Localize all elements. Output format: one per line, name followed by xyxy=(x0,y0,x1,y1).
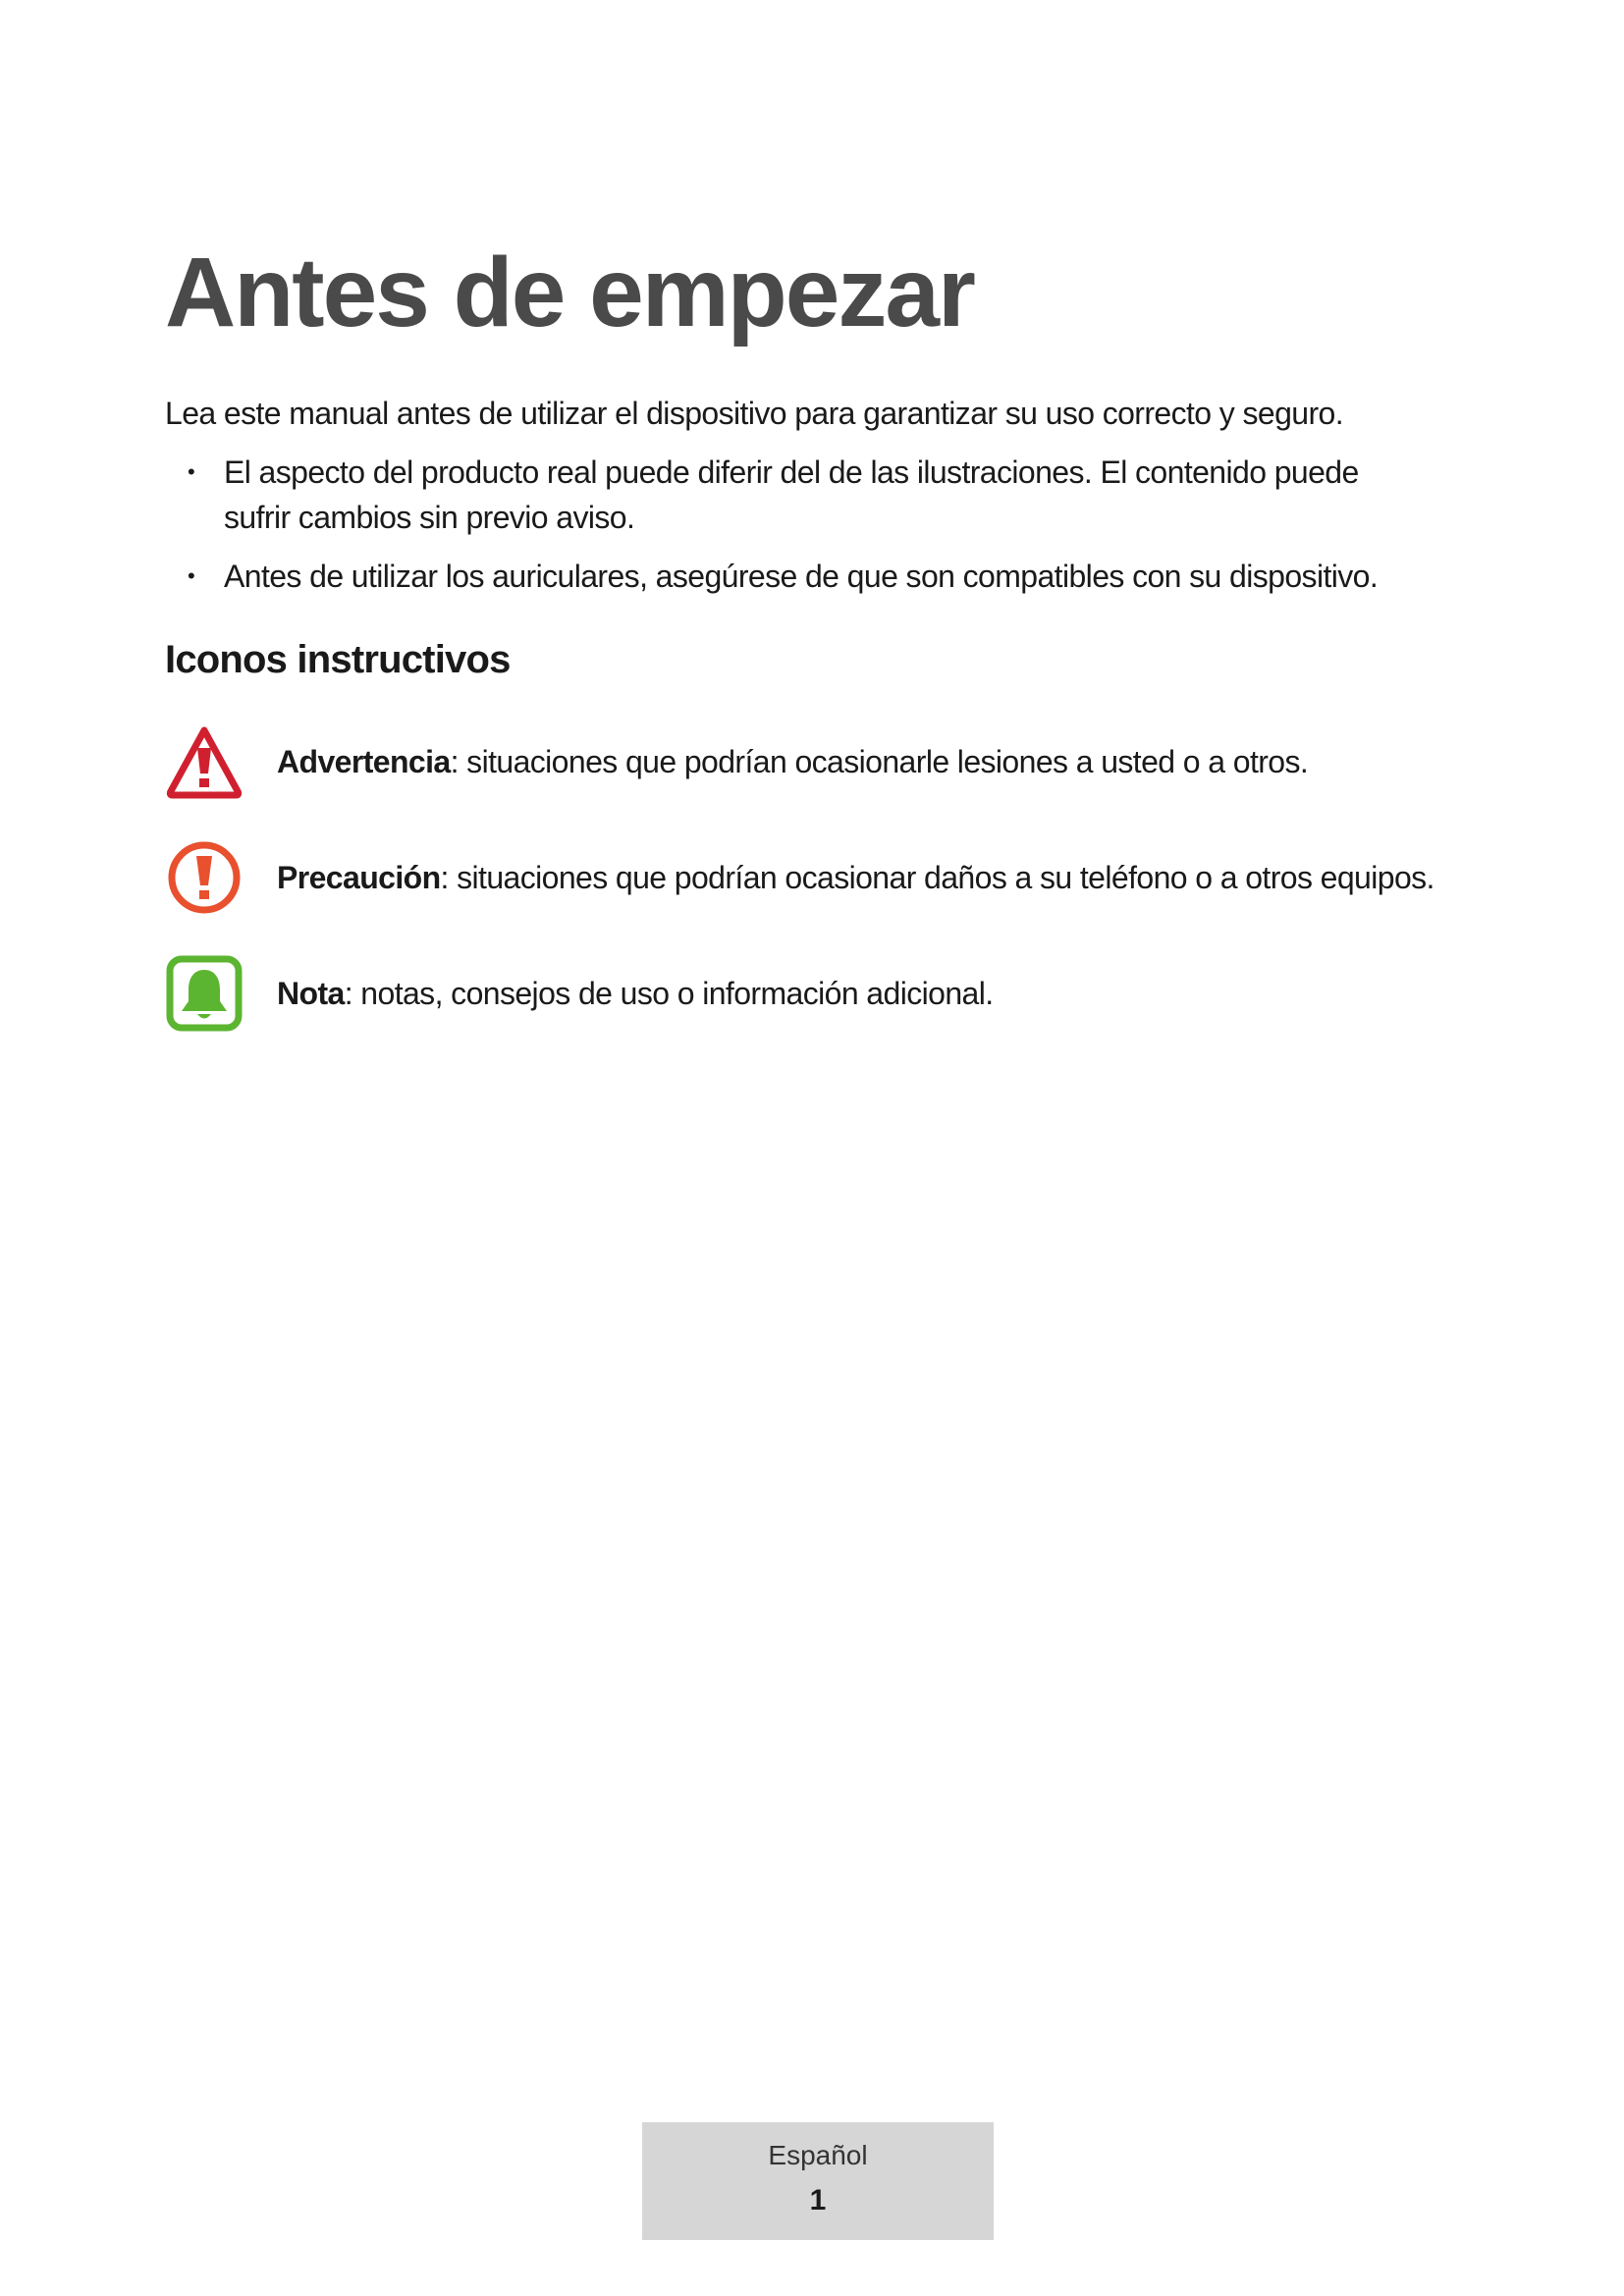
caution-row xyxy=(165,838,1481,917)
bullet-list xyxy=(165,450,1481,613)
intro-paragraph: Lea este manual antes de utilizar el dispositivo para garantizar su uso correcto y seguro. xyxy=(165,396,1344,431)
caution-text: : situaciones que podrían ocasionar daños a su teléfono o a otros equipos. xyxy=(440,860,1435,895)
bullet-marker: • xyxy=(188,459,195,484)
warning-row xyxy=(165,722,1481,801)
page-title: Antes de empezar xyxy=(165,238,974,347)
caution-description xyxy=(277,838,1435,917)
note-description xyxy=(277,954,994,1033)
note-bell-icon xyxy=(165,954,244,1033)
bullet-item xyxy=(165,554,1481,599)
section-heading: Iconos instructivos xyxy=(165,638,511,681)
note-text: : notas, consejos de uso o información adicional. xyxy=(344,976,994,1011)
footer-language: Español xyxy=(768,2140,868,2170)
bullet-text-line: Antes de utilizar los auriculares, asegúrese de que son compatibles con su dispositivo. xyxy=(224,559,1379,594)
warning-text: : situaciones que podrían ocasionarle lesiones a usted o a otros. xyxy=(450,744,1309,779)
note-term: Nota xyxy=(277,976,345,1011)
warning-term: Advertencia xyxy=(277,744,451,779)
note-row xyxy=(165,954,1481,1033)
page-footer xyxy=(642,2122,994,2240)
bullet-text-line: sufrir cambios sin previo aviso. xyxy=(224,500,635,535)
warning-triangle-icon xyxy=(165,722,244,801)
warning-description xyxy=(277,722,1308,801)
caution-circle-icon xyxy=(165,838,244,917)
caution-term: Precaución xyxy=(277,860,441,895)
bullet-item xyxy=(165,450,1481,540)
bullet-text-line: El aspecto del producto real puede diferir del de las ilustraciones. El contenido puede xyxy=(224,454,1359,490)
page-number: 1 xyxy=(809,2184,827,2216)
bullet-marker: • xyxy=(188,563,195,588)
